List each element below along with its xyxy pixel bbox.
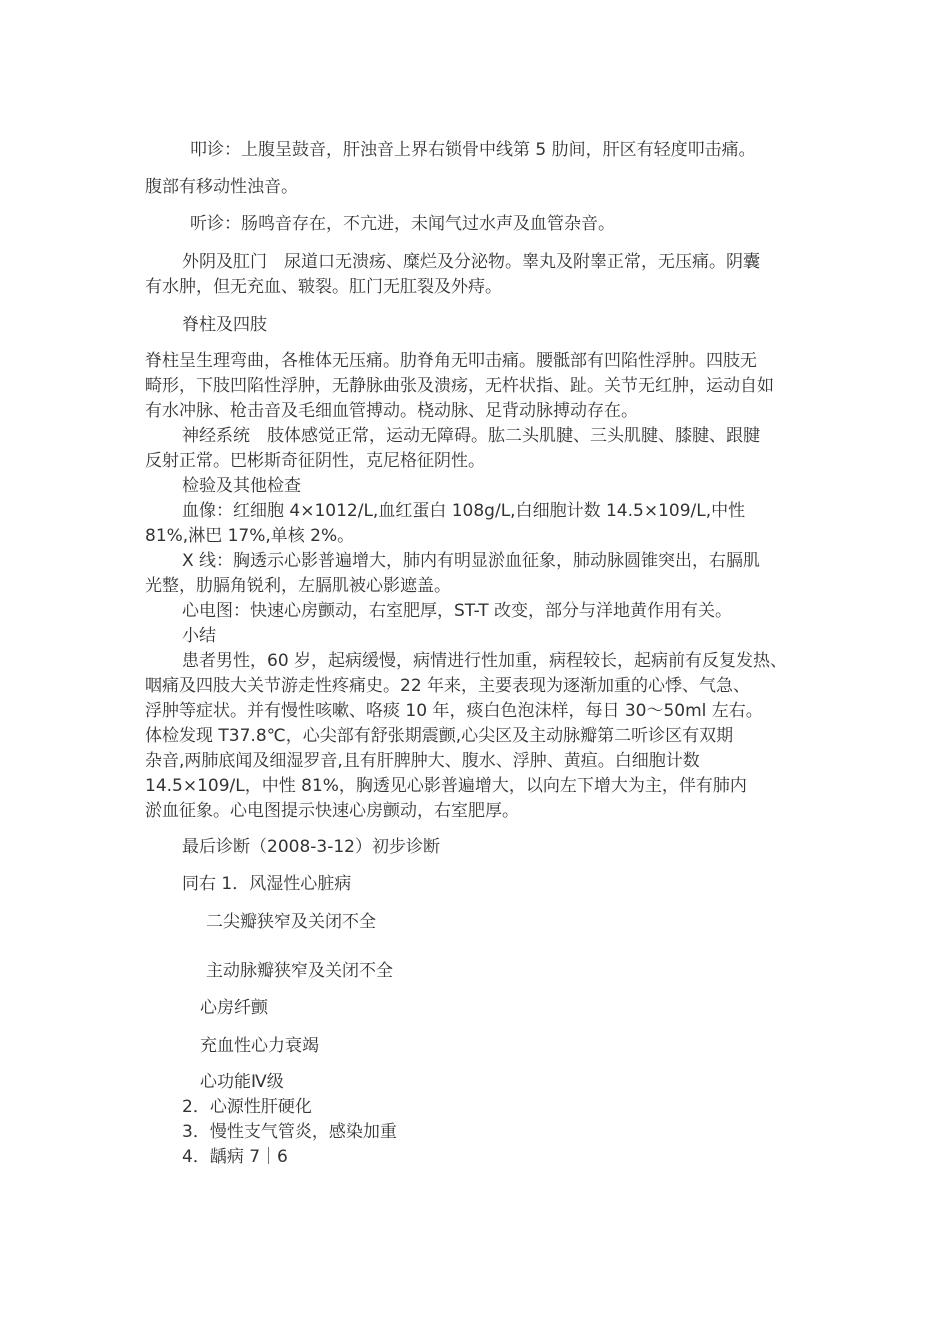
diagnosis-subitem: 充血性心力衰竭 <box>200 1036 319 1056</box>
text-line: 腹部有移动性浊音。 <box>145 177 298 197</box>
text-line: 光整，肋膈角锐利，左膈肌被心影遮盖。 <box>145 576 451 596</box>
text-line: 浮肿等症状。并有慢性咳嗽、咯痰 10 年，痰白色泡沫样，每日 30～50ml 左右。 <box>145 701 763 721</box>
text-line: 体检发现 T37.8℃，心尖部有舒张期震颤,心尖区及主动脉瓣第二听诊区有双期 <box>145 726 734 746</box>
text-line: 血像：红细胞 4×1012/L,血红蛋白 108g/L,白细胞计数 14.5×109/L,中性 <box>182 501 746 521</box>
text-line: 81%,淋巴 17%,单核 2%。 <box>145 526 355 546</box>
text-line: 心电图：快速心房颤动，右室肥厚，ST-T 改变，部分与洋地黄作用有关。 <box>182 601 732 621</box>
diagnosis-item: 4．龋病 7｜6 <box>182 1147 288 1167</box>
text-line: 畸形，下肢凹陷性浮肿，无静脉曲张及溃疡，无杵状指、趾。关节无红肿，运动自如 <box>145 376 774 396</box>
text-line: 外阴及肛门 尿道口无溃疡、糜烂及分泌物。睾丸及附睾正常，无压痛。阴囊 <box>182 252 760 272</box>
diagnosis-item: 同右 1．风湿性心脏病 <box>182 874 352 894</box>
text-line: 杂音,两肺底闻及细湿罗音,且有肝脾肿大、腹水、浮肿、黄疸。白细胞计数 <box>145 751 700 771</box>
text-line: 听诊：肠鸣音存在，不亢进，未闻气过水声及血管杂音。 <box>190 214 615 234</box>
section-heading: 小结 <box>182 626 216 646</box>
diagnosis-subitem: 主动脉瓣狭窄及关闭不全 <box>206 961 393 981</box>
section-heading: 脊柱及四肢 <box>182 315 267 335</box>
text-line: X 线：胸透示心影普遍增大，肺内有明显淤血征象，肺动脉圆锥突出，右膈肌 <box>182 551 761 571</box>
diagnosis-subitem: 心功能Ⅳ级 <box>200 1072 284 1092</box>
text-line: 有水肿，但无充血、皲裂。肛门无肛裂及外痔。 <box>145 277 502 297</box>
text-line: 淤血征象。心电图提示快速心房颤动，右室肥厚。 <box>145 801 519 821</box>
diagnosis-item: 3．慢性支气管炎，感染加重 <box>182 1122 397 1142</box>
text-line: 脊柱呈生理弯曲，各椎体无压痛。肋脊角无叩击痛。腰骶部有凹陷性浮肿。四肢无 <box>145 351 757 371</box>
text-line: 叩诊：上腹呈鼓音，肝浊音上界右锁骨中线第 5 肋间，肝区有轻度叩击痛。 <box>190 140 756 160</box>
diagnosis-heading: 最后诊断（2008-3-12）初步诊断 <box>182 837 440 857</box>
diagnosis-subitem: 二尖瓣狭窄及关闭不全 <box>206 912 376 932</box>
text-line: 患者男性，60 岁，起病缓慢，病情进行性加重，病程较长，起病前有反复发热、 <box>182 651 788 671</box>
diagnosis-subitem: 心房纤颤 <box>200 998 268 1018</box>
diagnosis-item: 2．心源性肝硬化 <box>182 1097 312 1117</box>
text-line: 反射正常。巴彬斯奇征阴性，克尼格征阴性。 <box>145 451 485 471</box>
section-heading: 检验及其他检查 <box>182 476 301 496</box>
text-line: 咽痛及四肢大关节游走性疼痛史。22 年来，主要表现为逐渐加重的心悸、气急、 <box>145 676 751 696</box>
text-line: 神经系统 肢体感觉正常，运动无障碍。肱二头肌腱、三头肌腱、膝腱、跟腱 <box>182 426 760 446</box>
text-line: 14.5×109/L，中性 81%，胸透见心影普遍增大，以向左下增大为主，伴有肺内 <box>145 776 747 796</box>
text-line: 有水冲脉、枪击音及毛细血管搏动。桡动脉、足背动脉搏动存在。 <box>145 401 638 421</box>
